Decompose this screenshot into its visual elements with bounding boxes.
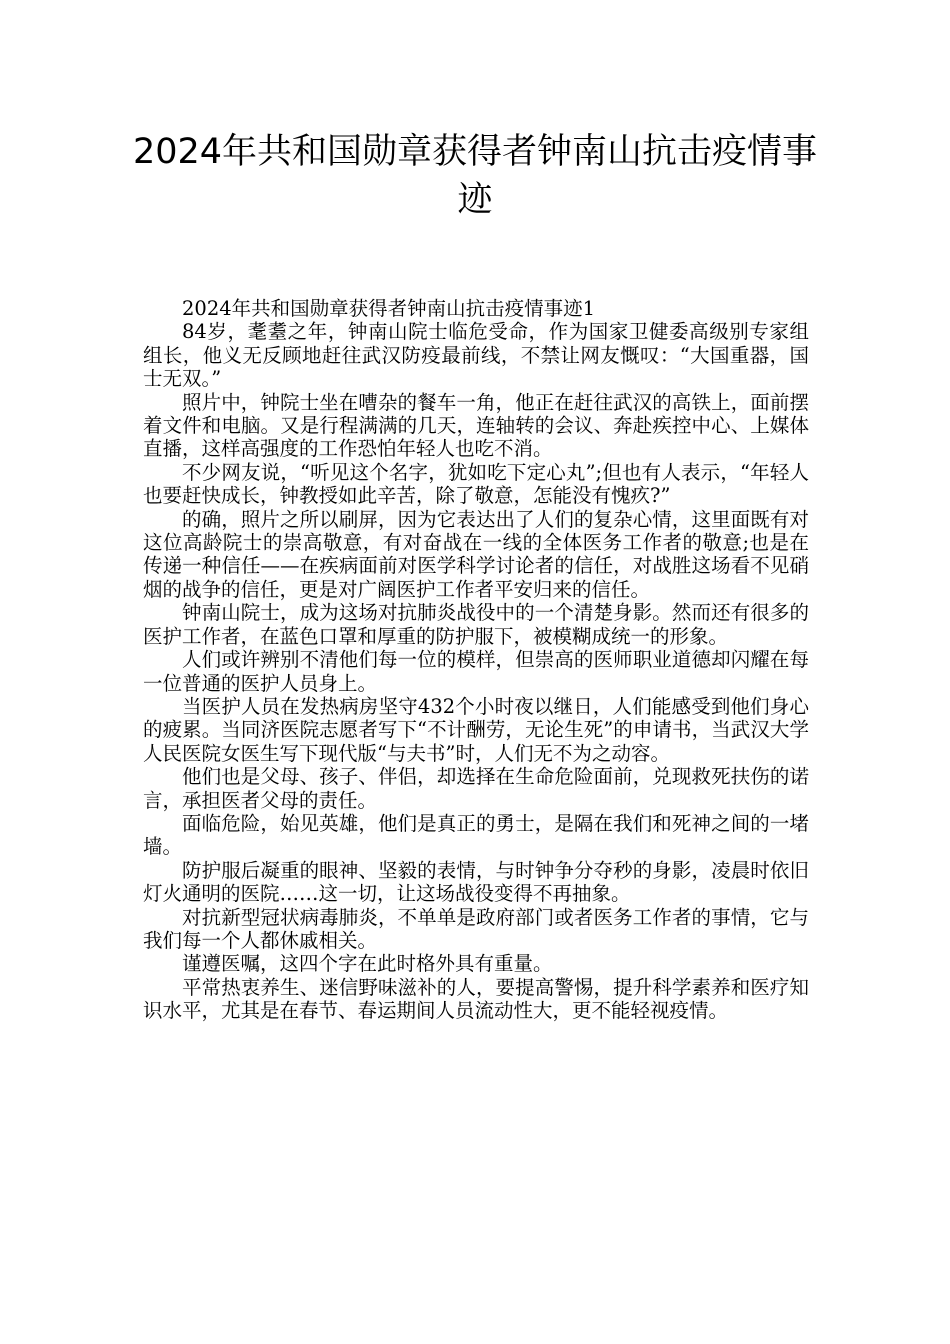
paragraph: 对抗新型冠状病毒肺炎，不单单是政府部门或者医务工作者的事情，它与我们每一个人都休戚相关。 — [143, 905, 809, 952]
paragraph: 谨遵医嘱，这四个字在此时格外具有重量。 — [182, 952, 553, 976]
paragraph: 84岁，耄耋之年，钟南山院士临危受命，作为国家卫健委高级别专家组组长，他义无反顾地赶往武汉防疫最前线，不禁让网友慨叹：“大国重器，国士无双。” — [143, 320, 809, 391]
paragraph: 不少网友说，“听见这个名字，犹如吃下定心丸”;但也有人表示，“年轻人也要赶快成长，钟教授如此辛苦，除了敬意，怎能没有愧疚?” — [143, 460, 809, 508]
paragraph: 钟南山院士，成为这场对抗肺炎战役中的一个清楚身影。然而还有很多的医护工作者，在蓝色口罩和厚重的防护服下，被模糊成统一的形象。 — [143, 601, 809, 648]
paragraph-subheading: 2024年共和国勋章获得者钟南山抗击疫情事迹1 — [182, 297, 596, 320]
document-title: 2024年共和国勋章获得者钟南山抗击疫情事迹 — [132, 132, 818, 220]
paragraph: 人们或许辨别不清他们每一位的模样，但崇高的医师职业道德却闪耀在每一位普通的医护人员身上。 — [143, 648, 809, 695]
paragraph: 防护服后凝重的眼神、坚毅的表情，与时钟争分夺秒的身影，凌晨时依旧灯火通明的医院……这一切，让这场战役变得不再抽象。 — [143, 858, 809, 906]
paragraph: 面临危险，始见英雄，他们是真正的勇士，是隔在我们和死神之间的一堵墙。 — [143, 811, 809, 859]
paragraph: 的确，照片之所以刷屏，因为它表达出了人们的复杂心情，这里面既有对这位高龄院士的崇高敬意，有对奋战在一线的全体医务工作者的敬意;也是在传递一种信任——在疾病面前对医学科学讨论者的信任，对战胜这场看不见硝烟的战争的信任，更是对广阔医护工作者平安归来的信任。 — [143, 507, 809, 601]
paragraph: 当医护人员在发热病房坚守432个小时夜以继日，人们能感受到他们身心的疲累。当同济医院志愿者写下“不计酬劳，无论生死”的申请书，当武汉大学人民医院女医生写下现代版“与夫书”时，人们无不为之动容。 — [143, 694, 809, 765]
document-body — [143, 297, 809, 1023]
paragraph: 他们也是父母、孩子、伴侣，却选择在生命危险面前，兑现救死扶伤的诺言，承担医者父母的责任。 — [143, 765, 809, 812]
paragraph: 平常热衷养生、迷信野味滋补的人，要提高警惕，提升科学素养和医疗知识水平，尤其是在春节、春运期间人员流动性大，更不能轻视疫情。 — [143, 975, 809, 1023]
paragraph: 照片中，钟院士坐在嘈杂的餐车一角，他正在赶往武汉的高铁上，面前摆着文件和电脑。又是行程满满的几天，连轴转的会议、奔赴疾控中心、上媒体直播，这样高强度的工作恐怕年轻人也吃不消。 — [143, 390, 809, 461]
